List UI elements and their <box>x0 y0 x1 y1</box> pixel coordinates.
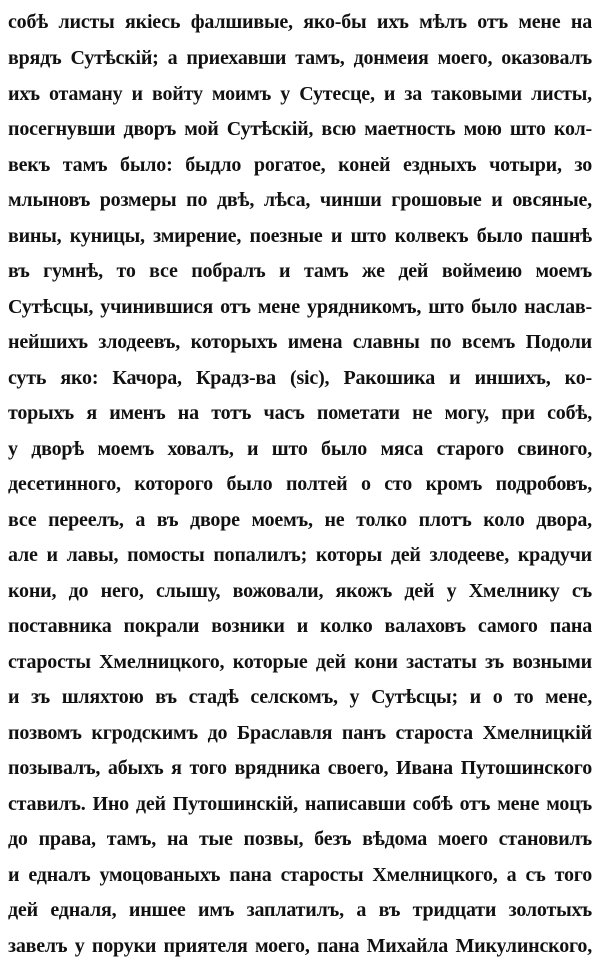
text-line-14: десетинного, которого было полтей о сто кромъ подробовъ, <box>8 473 592 495</box>
text-line-16: але и лавы, помосты попалилъ; которы дей злодеевe, крадучи <box>8 544 592 566</box>
text-line-25: и едналъ умоцованыхъ пана старосты Хмелницкого, а съ того <box>8 864 592 886</box>
text-line-15: все переелъ, а въ дворе моемъ, не толко плотъ коло двора, <box>8 509 592 531</box>
text-line-5: векъ тамъ было: быдло рогатое, коней ездныхъ чотыри, зо <box>8 154 592 176</box>
text-line-19: старосты Хмелницкого, которые дей кони застаты зъ возными <box>8 651 592 673</box>
text-line-7: вины, куницы, змирение, поезные и што колвекъ было пашнѣ <box>8 225 592 247</box>
text-line-10: нейшихъ злодеевъ, которыхъ имена славны по всемъ Подоли <box>8 331 592 353</box>
text-line-21: позвомъ кгродскимъ до Браславля панъ староста Хмелницкiй <box>8 722 592 744</box>
text-line-26: дей едналя, иншее имъ заплатилъ, а въ тридцати золотыхъ <box>8 899 592 921</box>
text-line-17: кони, до него, слышу, вожовали, якожъ дей у Хмелнику съ <box>8 580 592 602</box>
text-line-13: у дворѣ моемъ ховалъ, и што было мяса старого свиного, <box>8 438 592 460</box>
text-line-24: до права, тамъ, на тые позвы, безъ вѣдома моего становилъ <box>8 828 592 850</box>
text-line-12: торыхъ я именъ на тотъ часъ пометати не могу, при собѣ, <box>8 402 592 424</box>
text-line-1: собѣ листы якiесь фалшивые, яко-бы ихъ мѣлъ отъ мене на <box>8 11 592 33</box>
document-page <box>8 0 592 970</box>
text-line-20: и зъ шляхтою въ стадѣ селскомъ, у Сутѣсцы; и о то мене, <box>8 686 592 708</box>
text-line-8: въ гумнѣ, то все побралъ и тамъ же дей воймеию моемъ <box>8 260 592 282</box>
text-line-23: ставилъ. Ино дей Путошинскiй, написавши собѣ отъ мене моцъ <box>8 793 592 815</box>
text-line-6: млыновъ розмеры по двѣ, лѣса, чинши грошовые и овсяные, <box>8 189 592 211</box>
text-line-27: завелъ у поруки приятеля моего, пана Михайла Микулинского, <box>8 935 592 957</box>
text-line-3: ихъ отаману и войту моимъ у Сутесце, и за таковыми листы, <box>8 83 592 105</box>
text-line-9: Сутѣсцы, учинившися отъ мене урядникомъ, што было наслав- <box>8 296 592 318</box>
text-line-2: врядъ Сутѣскiй; а приехавши тамъ, донмеия моего, оказовалъ <box>8 47 592 69</box>
text-line-18: поставника покрали возники и колко валаховъ самого пана <box>8 615 592 637</box>
text-line-22: позывалъ, абыхъ я того врядника своего, Ивана Путошинского <box>8 757 592 779</box>
text-line-4: посегнувши дворъ мой Сутѣскiй, всю маетность мою што кол- <box>8 118 592 140</box>
text-line-11: суть яко: Качора, Крадз-ва (sic), Ракошика и иншихъ, ко- <box>8 367 592 389</box>
